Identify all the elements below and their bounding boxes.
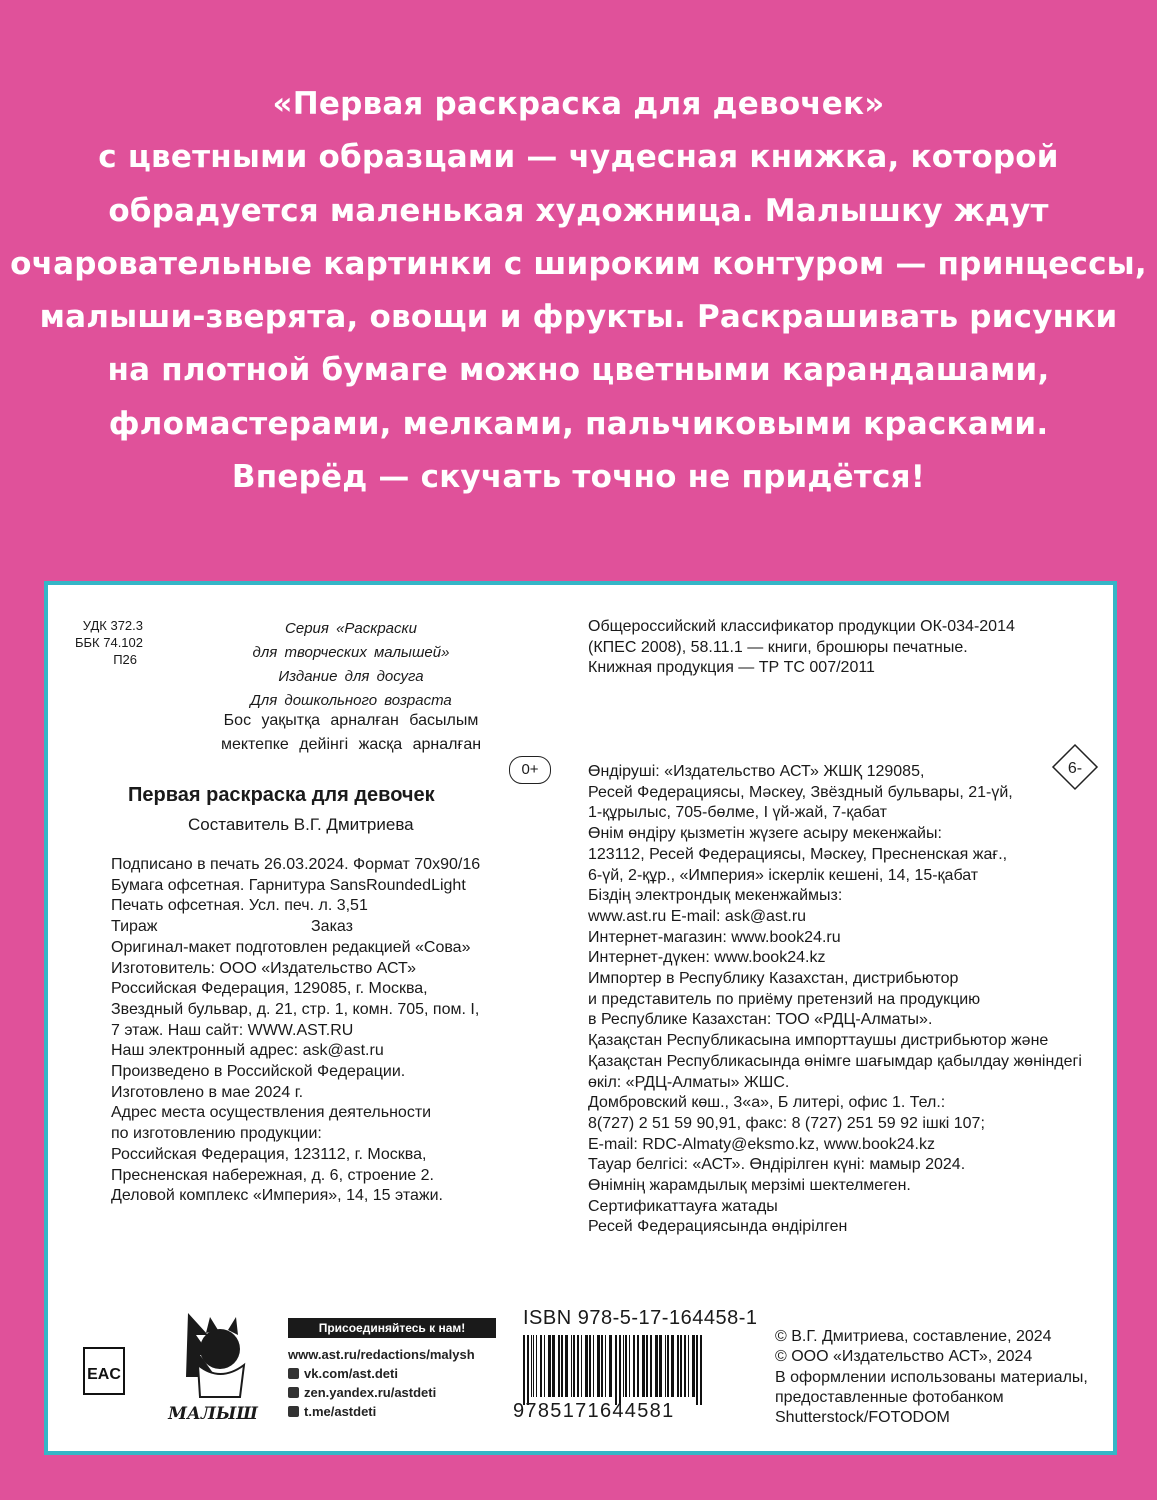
age-rating-badge: 0+ <box>509 756 551 784</box>
kz-line: и представитель по приёму претензий на продукцию <box>588 990 981 1008</box>
kz-line: E-mail: RDC-Almaty@eksmo.kz, www.book24.kz <box>588 1135 935 1153</box>
barcode-bar <box>581 1335 582 1397</box>
series-info-kz <box>176 709 526 757</box>
zakaz-label: Заказ <box>311 918 353 936</box>
compiler: Составитель В.Г. Дмитриева <box>188 815 414 834</box>
imprint-line: Звездный бульвар, д. 21, стр. 1, комн. 705, пом. I, <box>111 1000 480 1018</box>
imprint-line: Российская Федерация, 123112, г. Москва, <box>111 1145 427 1163</box>
zen-icon <box>288 1387 299 1398</box>
vk-icon <box>288 1368 299 1379</box>
imprint-panel <box>44 581 1117 1455</box>
telegram-icon <box>288 1406 299 1417</box>
barcode-bar <box>684 1335 686 1397</box>
kz-line: Импортер в Республику Казахстан, дистрибьютор <box>588 970 959 988</box>
tirazh-label: Тираж <box>111 918 158 936</box>
age-rating-kz-text: 6- <box>1067 760 1083 777</box>
kz-line: Қазақстан Республикасына импорттаушы дистрибьютор және <box>588 1032 1049 1050</box>
copyright-line: © ООО «Издательство АСТ», 2024 <box>775 1348 1033 1366</box>
copyright-line: предоставленные фотобанком <box>775 1388 1004 1406</box>
kz-line: Өнімнің жарамдылық мерзімі шектелмеген. <box>588 1177 911 1195</box>
kz-line: Өнім өндіру қызметін жүзеге асыру мекенжайы: <box>588 825 942 843</box>
kz-line: Сертификаттауға жатады <box>588 1197 778 1215</box>
kz-line: Біздің электрондық мекенжаймыз: <box>588 887 843 905</box>
kz-line: Интернет-магазин: www.book24.ru <box>588 928 841 946</box>
blurb-line: «Первая раскраска для девочек» <box>272 86 885 122</box>
imprint-line: Деловой комплекс «Империя», 14, 15 этажи. <box>111 1187 443 1205</box>
kz-line: Интернет-дүкен: www.book24.kz <box>588 949 826 967</box>
blurb-line: обрадуется маленькая художница. Малышку ждут <box>108 192 1049 229</box>
social-links <box>288 1345 475 1421</box>
blurb-line: с цветными образцами — чудесная книжка, которой <box>98 139 1059 176</box>
barcode-bar <box>625 1335 627 1397</box>
barcode-bar <box>646 1335 648 1397</box>
udk-code: УДК 372.3 <box>82 618 143 633</box>
author-mark: П26 <box>113 652 137 667</box>
blurb-line: Вперёд — скучать точно не придётся! <box>231 459 926 496</box>
imprint-line: Оригинал-макет подготовлен редакцией «Сова» <box>111 938 471 956</box>
barcode <box>521 1335 741 1405</box>
blurb-line: малыши-зверята, овощи и фрукты. Раскрашивать рисунки <box>39 299 1118 336</box>
series-kz-line: мектепке дейінгі жасқа арналған <box>220 736 482 753</box>
barcode-bar <box>633 1335 635 1397</box>
copyright-line: © В.Г. Дмитриева, составление, 2024 <box>775 1328 1052 1345</box>
series-kz-line: Бос уақытқа арналған басылым <box>223 712 479 729</box>
copyright-info <box>775 1327 1088 1428</box>
kz-line: 1-құрылыс, 705-бөлме, I үй-жай, 7-қабат <box>588 804 887 822</box>
series-line: Издание для досуга <box>278 668 424 685</box>
zen-link[interactable] <box>288 1383 475 1402</box>
join-us-banner: Присоединяйтесь к нам! <box>288 1318 496 1338</box>
barcode-bar <box>677 1335 679 1397</box>
series-line: Для дошкольного возраста <box>250 692 452 709</box>
product-classifier <box>588 617 1015 679</box>
barcode-bar <box>593 1335 594 1397</box>
kz-line: Қазақстан Республикасында өнімге шағымдар қабылдау жөніндегі <box>588 1052 1082 1070</box>
imprint-line: Адрес места осуществления деятельности <box>111 1104 432 1122</box>
barcode-bar <box>589 1335 591 1397</box>
barcode-bar <box>665 1335 666 1397</box>
barcode-bar <box>609 1335 612 1397</box>
bbk-code: ББК 74.102 <box>74 635 143 650</box>
barcode-bar <box>527 1335 529 1405</box>
imprint-details <box>111 855 511 1207</box>
barcode-bar <box>544 1335 545 1397</box>
kz-line: в Республике Казахстан: ТОО «РДЦ-Алматы». <box>588 1011 933 1029</box>
imprint-line: 7 этаж. Наш сайт: WWW.AST.RU <box>111 1021 354 1039</box>
telegram-link[interactable] <box>288 1402 475 1421</box>
kz-line: 123112, Ресей Федерациясы, Мәскеу, Пресненская жағ., <box>588 845 1008 863</box>
imprint-line: Бумага офсетная. Гарнитура SansRoundedLight <box>111 876 466 894</box>
kz-line: өкіл: «РДЦ-Алматы» ЖШС. <box>588 1073 790 1091</box>
barcode-bar <box>637 1335 639 1397</box>
series-line: Серия «Раскраски <box>285 620 417 637</box>
site-link[interactable]: www.ast.ru/redactions/malysh <box>288 1347 475 1362</box>
barcode-bar <box>671 1335 674 1397</box>
blurb-line: фломастерами, мелками, пальчиковыми красками. <box>108 405 1049 442</box>
barcode-bar <box>605 1335 606 1397</box>
tg-prefix: t.me/ <box>304 1404 335 1419</box>
zen-handle: astdeti <box>394 1385 437 1400</box>
classifier-line: (КПЕС 2008), 58.11.1 — книги, брошюры печатные. <box>588 638 968 656</box>
copyright-line: Shutterstock/FOTODOM <box>775 1409 950 1427</box>
barcode-bar <box>692 1335 695 1397</box>
barcode-bar <box>552 1335 555 1397</box>
vk-link[interactable] <box>288 1364 475 1383</box>
barcode-bar <box>667 1335 669 1397</box>
logo-text: МАЛЫШ <box>168 1404 258 1424</box>
barcode-bar <box>533 1335 534 1397</box>
isbn: ISBN 978-5-17-164458-1 <box>523 1307 758 1329</box>
barcode-bar <box>558 1335 560 1397</box>
kz-line: Өндіруші: «Издательство АСТ» ЖШҚ 129085, <box>588 763 925 780</box>
barcode-bar <box>688 1335 689 1397</box>
kazakh-imprint <box>588 762 1082 1238</box>
classification-codes <box>65 617 143 668</box>
barcode-bar <box>629 1335 630 1397</box>
barcode-bar <box>536 1335 537 1397</box>
book-title: Первая раскраска для девочек <box>128 784 435 806</box>
copyright-line: В оформлении использованы материалы, <box>775 1368 1088 1386</box>
barcode-bar <box>680 1335 682 1397</box>
barcode-bar <box>696 1335 698 1405</box>
kz-line: Домбровский көш., 3«а», Б литері, офис 1. Тел.: <box>588 1094 946 1112</box>
barcode-bar <box>523 1335 525 1405</box>
classifier-line: Общероссийский классификатор продукции ОК-034-2014 <box>588 618 1015 635</box>
tg-handle: astdeti <box>334 1404 377 1419</box>
kz-line: Ресей Федерациясында өндірілген <box>588 1218 848 1236</box>
kz-line: Ресей Федерациясы, Мәскеу, Звёздный бульвары, 21-үй, <box>588 783 1013 801</box>
barcode-bar <box>619 1335 621 1405</box>
kz-line: Тауар белгісі: «АСТ». Өндірілген күні: мамыр 2024. <box>588 1156 966 1174</box>
barcode-bar <box>571 1335 572 1397</box>
imprint-line: Российская Федерация, 129085, г. Москва, <box>111 980 428 998</box>
barcode-bar <box>700 1335 702 1405</box>
series-info <box>176 617 526 713</box>
zen-prefix: zen.yandex.ru/ <box>304 1385 395 1400</box>
barcode-number: 9785171644581 <box>513 1400 675 1422</box>
kz-line: www.ast.ru E-mail: ask@ast.ru <box>588 907 807 925</box>
imprint-line: Подписано в печать 26.03.2024. Формат 70х90/16 <box>111 856 481 873</box>
imprint-line: Наш электронный адрес: ask@ast.ru <box>111 1042 384 1060</box>
blurb-text <box>0 78 1157 504</box>
barcode-bar <box>585 1335 588 1397</box>
classifier-line: Книжная продукция — ТР ТС 007/2011 <box>588 659 875 677</box>
barcode-bar <box>659 1335 662 1397</box>
vk-prefix: vk.com/ <box>304 1366 353 1381</box>
malysh-logo <box>148 1305 278 1430</box>
imprint-line: Произведено в Российской Федерации. <box>111 1063 406 1081</box>
imprint-line: Пресненская набережная, д. 6, строение 2. <box>111 1166 434 1184</box>
barcode-bar <box>531 1335 532 1397</box>
blurb-line: очаровательные картинки с широким контуром — принцессы, <box>10 245 1147 282</box>
barcode-bar <box>655 1335 658 1397</box>
eac-text: EAC <box>87 1366 121 1383</box>
barcode-bar <box>548 1335 551 1397</box>
barcode-bar <box>597 1335 600 1397</box>
barcode-bar <box>577 1335 579 1397</box>
barcode-bar <box>573 1335 575 1397</box>
imprint-line: Изготовитель: ООО «Издательство АСТ» <box>111 959 416 977</box>
barcode-bar <box>565 1335 568 1397</box>
barcode-bar <box>623 1335 624 1397</box>
series-line: для творческих малышей» <box>252 644 450 661</box>
barcode-bar <box>650 1335 652 1397</box>
imprint-line: Печать офсетная. Усл. печ. л. 3,51 <box>111 897 368 915</box>
vk-handle: ast.deti <box>352 1366 398 1381</box>
kz-line: 6-үй, 2-құр., «Империя» іскерлік кешені, 14, 15-қабат <box>588 866 979 884</box>
kz-line: 8(727) 2 51 59 90,91, факс: 8 (727) 251 59 92 ішкі 107; <box>588 1114 985 1132</box>
imprint-line: Изготовлено в мае 2024 г. <box>111 1083 304 1101</box>
print-run-line <box>111 917 511 938</box>
eac-mark <box>83 1347 125 1395</box>
barcode-bar <box>615 1335 617 1405</box>
imprint-line: по изготовлению продукции: <box>111 1125 322 1143</box>
barcode-bar <box>561 1335 563 1397</box>
blurb-line: на плотной бумаге можно цветными карандашами, <box>107 352 1050 389</box>
barcode-bar <box>540 1335 542 1397</box>
barcode-bar <box>601 1335 603 1397</box>
barcode-bar <box>642 1335 645 1397</box>
